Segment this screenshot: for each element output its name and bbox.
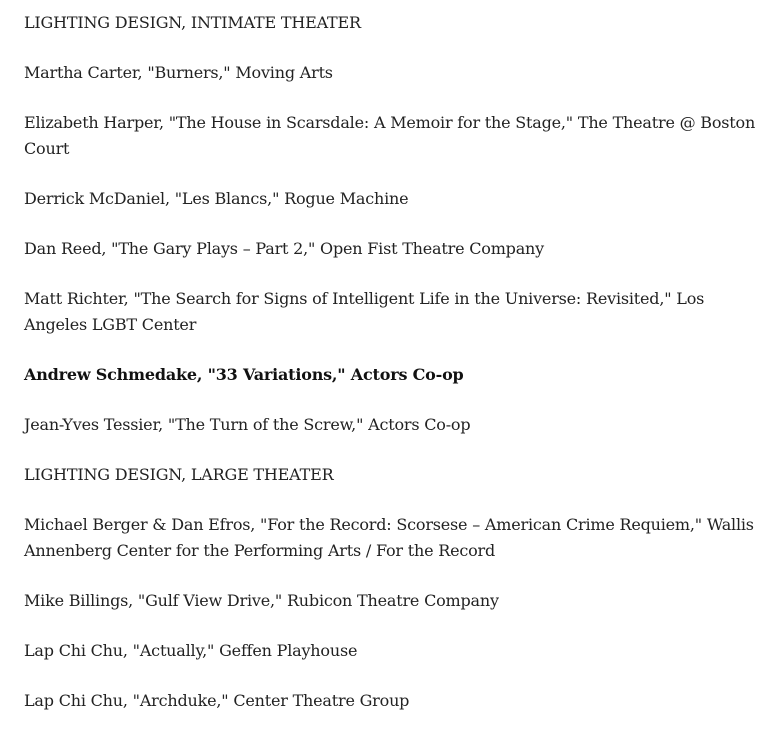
winner-entry: Andrew Schmedake, "33 Variations," Actors Co-op <box>24 365 464 384</box>
nominee-entry: Jean-Yves Tessier, "The Turn of the Screw," Actors Co-op <box>24 415 471 434</box>
article-body <box>24 10 764 738</box>
nominee-entry: Matt Richter, "The Search for Signs of Intelligent Life in the Universe: Revisited," Los Angeles LGBT Center <box>24 289 705 334</box>
nominee-entry: Lap Chi Chu, "Archduke," Center Theatre Group <box>24 691 410 710</box>
nominee-entry: Dan Reed, "The Gary Plays – Part 2," Open Fist Theatre Company <box>24 239 544 258</box>
nominee-entry: Michael Berger & Dan Efros, "For the Record: Scorsese – American Crime Requiem," Wallis Annenberg Center for the Performing Arts / For the Record <box>24 515 754 560</box>
nominee-entry: Lap Chi Chu, "Actually," Geffen Playhouse <box>24 641 358 660</box>
nominee-entry: Mike Billings, "Gulf View Drive," Rubicon Theatre Company <box>24 591 499 610</box>
nominee-entry: Martha Carter, "Burners," Moving Arts <box>24 63 333 82</box>
nominee-entry: Elizabeth Harper, "The House in Scarsdale: A Memoir for the Stage," The Theatre @ Boston Court <box>24 113 756 158</box>
section-heading-intimate: LIGHTING DESIGN, INTIMATE THEATER <box>24 13 361 32</box>
section-heading-large: LIGHTING DESIGN, LARGE THEATER <box>24 465 334 484</box>
nominee-entry: Derrick McDaniel, "Les Blancs," Rogue Machine <box>24 189 409 208</box>
